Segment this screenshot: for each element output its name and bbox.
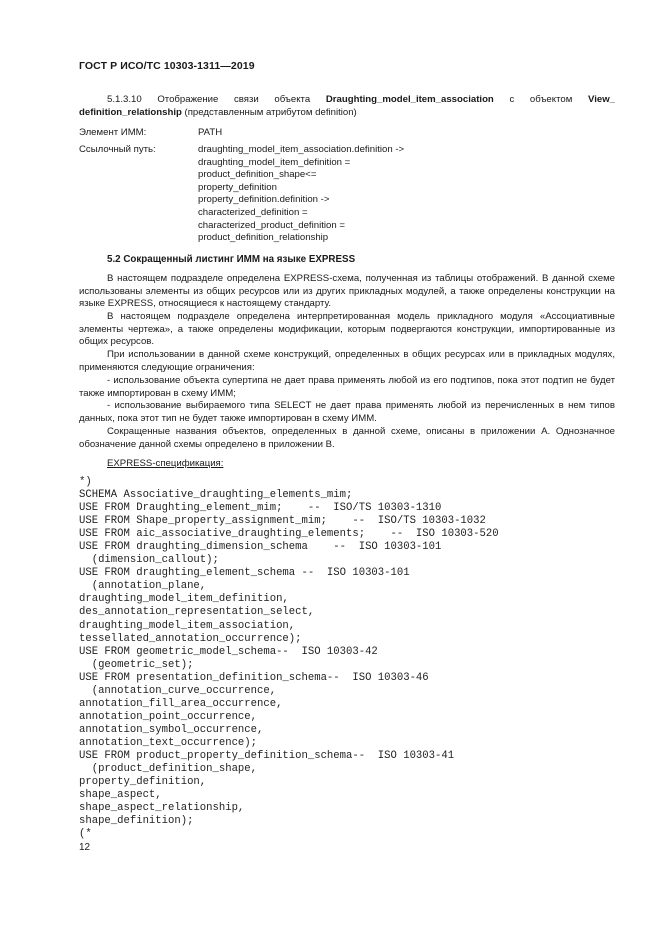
paragraph-2: В настоящем подразделе определена интерпретированная модель прикладного модуля «Ассоциативные элементы чертежа», а также определены модификации, которым подвергаются конструкции, импортированные из общих ресурсов. — [79, 311, 615, 348]
path-line: property_definition.definition -> — [198, 194, 330, 206]
caption-suffix: (представленным атрибутом definition) — [181, 106, 357, 118]
code-line: USE FROM draughting_element_schema -- ISO 10303-101 — [79, 567, 410, 580]
element-value: PATH — [198, 127, 223, 138]
paragraph-1: В настоящем подразделе определена EXPRESS-схема, полученная из таблицы отображений. В данной схеме использованы элементы из общих ресурсов или из других прикладных модулей, а также определены конструкции на языке EXPRESS, относящиеся к настоящему стандарту. — [79, 273, 615, 310]
path-line: characterized_product_definition = — [198, 219, 345, 231]
path-label: Ссылочный путь: — [79, 144, 156, 155]
code-line: draughting_model_item_definition, — [79, 593, 289, 606]
code-line: annotation_point_occurrence, — [79, 710, 258, 723]
code-line: USE FROM Draughting_element_mim; -- ISO/TS 10303-1310 — [79, 502, 442, 515]
path-line: product_definition_shape<= — [198, 169, 317, 181]
code-line: USE FROM product_property_definition_schema-- ISO 10303-41 — [79, 749, 455, 762]
code-line: property_definition, — [79, 776, 207, 789]
path-line: characterized_definition = — [198, 206, 308, 218]
code-line: USE FROM aic_associative_draughting_elements; -- ISO 10303-520 — [79, 528, 499, 541]
code-line: shape_aspect, — [79, 789, 162, 802]
express-code-block — [79, 476, 499, 841]
code-line: (dimension_callout); — [79, 554, 219, 567]
page-number: 12 — [79, 842, 91, 853]
path-line: draughting_model_item_definition = — [198, 156, 351, 168]
code-line: USE FROM Shape_property_assignment_mim; -- ISO/TS 10303-1032 — [79, 515, 486, 528]
spec-label: EXPRESS-спецификация: — [107, 458, 224, 469]
code-line: *) — [79, 476, 92, 488]
code-line: USE FROM geometric_model_schema-- ISO 10303-42 — [79, 645, 378, 658]
code-line: draughting_model_item_association, — [79, 619, 296, 632]
path-lines — [198, 144, 404, 245]
path-line: product_definition_relationship — [198, 232, 329, 244]
path-line: property_definition — [198, 181, 277, 193]
code-line: (* — [79, 828, 92, 841]
code-line: annotation_text_occurrence); — [79, 736, 258, 749]
caption-prefix: 5.1.3.10 Отображение связи объекта — [107, 94, 326, 105]
code-line: USE FROM draughting_dimension_schema -- ISO 10303-101 — [79, 541, 442, 554]
caption-mid: с объектом — [493, 94, 588, 105]
paragraph-3: При использовании в данной схеме конструкций, определенных в общих ресурсах или в прикладных модулях, применяются следующие ограничения: — [79, 349, 615, 373]
element-label: Элемент ИММ: — [79, 127, 147, 138]
paragraph-5: - использование выбираемого типа SELECT не дает права применять любой из перечисленных в нем типов данных, пока этот тип не будет также импортирован в схему ИММ. — [79, 400, 615, 424]
code-line: tessellated_annotation_occurrence); — [79, 632, 302, 645]
caption-entity-1: Draughting_model_item_association — [325, 94, 494, 105]
mapping-caption — [79, 94, 615, 119]
code-line: annotation_symbol_occurrence, — [79, 723, 264, 736]
code-line: (annotation_plane, — [79, 580, 207, 593]
section-heading: 5.2 Сокращенный листинг ИММ на языке EXPRESS — [107, 254, 356, 265]
caption-entity-2: View_ definition_relationship — [79, 94, 615, 118]
path-line: draughting_model_item_association.definition -> — [198, 144, 405, 155]
code-line: (geometric_set); — [79, 658, 194, 671]
document-header: ГОСТ Р ИСО/ТС 10303-1311—2019 — [79, 60, 255, 72]
code-line: USE FROM presentation_definition_schema-- ISO 10303-46 — [79, 671, 429, 684]
code-line: (product_definition_shape, — [79, 763, 258, 776]
code-line: annotation_fill_area_occurrence, — [79, 697, 283, 710]
code-line: shape_aspect_relationship, — [79, 802, 245, 815]
code-line: des_annotation_representation_select, — [79, 606, 315, 619]
paragraph-4: - использование объекта супертипа не дает права применять любой из его подтипов, пока этот подтип не будет также импортирован в схему ИММ; — [79, 375, 615, 399]
paragraph-6: Сокращенные названия объектов, определенных в данной схеме, описаны в приложении А. Однозначное обозначение данной схемы определено в приложении В. — [79, 426, 615, 450]
code-line: shape_definition); — [79, 815, 194, 828]
code-line: (annotation_curve_occurrence, — [79, 684, 277, 697]
code-line: SCHEMA Associative_draughting_elements_mim; — [79, 489, 353, 502]
